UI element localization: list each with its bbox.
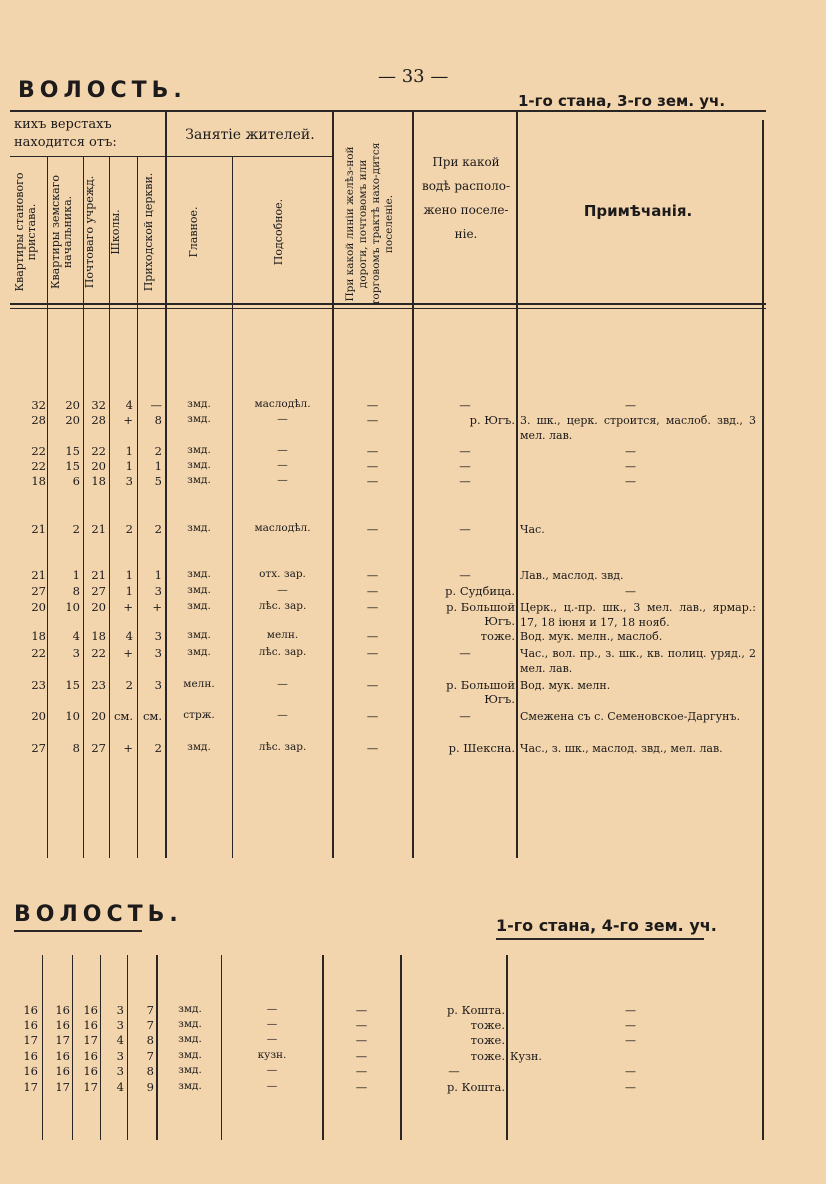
volost-heading-2: ВОЛОСТЬ.: [14, 902, 183, 927]
distance-cell: 20: [91, 600, 106, 614]
distance-cell: 23: [31, 678, 46, 692]
distance-cell: 28: [31, 413, 46, 427]
distance-cell: 1: [125, 568, 133, 582]
distance-cell: 20: [91, 709, 106, 723]
volost-underline-2: [14, 930, 142, 932]
distance-cell: 15: [65, 459, 80, 473]
distance-cell: 3: [72, 646, 80, 660]
distance-cell: 21: [31, 522, 46, 536]
header-top-rule: [10, 110, 766, 112]
occupation-group-header: Занятіе жителей.: [185, 127, 315, 143]
col-rule: [42, 955, 43, 1140]
distance-cell: 21: [91, 522, 106, 536]
col-rule: [109, 156, 110, 858]
distance-cell: 2: [125, 522, 133, 536]
main-occupation-cell: змд.: [187, 568, 211, 580]
water-cell: —: [459, 709, 471, 723]
distance-cell: 22: [91, 444, 106, 458]
water-cell: —: [448, 1064, 460, 1078]
distance-cell: 7: [146, 1049, 154, 1063]
water-cell: р. Большой Югъ.: [446, 600, 515, 628]
distance-cell: +: [123, 646, 133, 660]
railway-cell: —: [366, 646, 379, 660]
distance-cell: 6: [72, 474, 80, 488]
distance-cell: +: [123, 600, 133, 614]
distance-cell: 1: [72, 568, 80, 582]
distance-cell: 5: [154, 474, 162, 488]
distance-cell: 22: [91, 646, 106, 660]
water-cell: р. Судбица.: [445, 584, 515, 598]
aux-occupation-cell: мелн.: [266, 629, 299, 641]
distance-cell: 3: [116, 1064, 124, 1078]
water-cell: р. Югъ.: [469, 413, 515, 427]
distance-cell: 21: [31, 568, 46, 582]
distance-cell: см.: [142, 709, 162, 723]
railway-cell: —: [366, 741, 379, 755]
distance-cell: 20: [91, 459, 106, 473]
railway-cell: —: [366, 522, 379, 536]
distance-cell: 15: [65, 444, 80, 458]
distance-cell: 3: [116, 1003, 124, 1017]
main-occupation-cell: змд.: [187, 398, 211, 410]
aux-occupation-cell: —: [277, 474, 288, 486]
main-occupation-cell: змд.: [178, 1064, 202, 1076]
header-main-occupation: Главное.: [187, 206, 200, 258]
distance-cell: 4: [72, 629, 80, 643]
distance-cell: 1: [125, 459, 133, 473]
aux-occupation-cell: маслодѣл.: [254, 398, 311, 410]
distance-cell: 4: [125, 629, 133, 643]
distance-cell: 18: [91, 629, 106, 643]
note-cell: —: [625, 1081, 636, 1094]
distance-cell: 18: [91, 474, 106, 488]
aux-occupation-cell: —: [277, 678, 288, 690]
main-occupation-cell: змд.: [178, 1003, 202, 1015]
distance-cell: 17: [55, 1033, 70, 1047]
railway-cell: —: [366, 444, 379, 458]
water-cell: —: [459, 522, 471, 536]
main-occupation-cell: змд.: [187, 522, 211, 534]
distance-cell: 8: [72, 584, 80, 598]
distance-cell: 17: [23, 1080, 38, 1094]
railway-cell: —: [355, 1064, 368, 1078]
water-cell: тоже.: [470, 1033, 505, 1047]
water-cell: —: [459, 474, 471, 488]
distance-cell: 21: [91, 568, 106, 582]
distance-cell: 27: [31, 584, 46, 598]
col-rule: [72, 955, 73, 1140]
distance-cell: +: [152, 600, 162, 614]
note-cell: Час.: [520, 523, 545, 536]
aux-occupation-cell: —: [266, 1003, 278, 1015]
col-rule: [100, 955, 101, 1140]
note-cell: —: [625, 1019, 636, 1032]
distance-cell: 16: [55, 1049, 70, 1063]
distance-cell: 2: [154, 522, 162, 536]
distance-cell: 10: [65, 709, 80, 723]
note-cell: Смежена съ с. Семеновское-Даргунъ.: [520, 710, 740, 723]
distance-cell: 16: [23, 1003, 38, 1017]
header-notes: Примѣчанія.: [583, 202, 693, 220]
distance-cell: 16: [83, 1003, 98, 1017]
railway-cell: —: [366, 678, 379, 692]
distance-cell: 7: [146, 1003, 154, 1017]
distance-cell: 8: [154, 413, 162, 427]
distance-cell: 27: [31, 741, 46, 755]
stan-underline-2: [496, 938, 704, 940]
col-rule: [506, 955, 508, 1140]
aux-occupation-cell: —: [266, 1033, 278, 1045]
railway-cell: —: [366, 474, 379, 488]
main-occupation-cell: змд.: [187, 741, 211, 753]
main-occupation-cell: змд.: [187, 413, 211, 425]
water-cell: тоже.: [480, 629, 515, 643]
main-occupation-cell: змд.: [187, 444, 211, 456]
col-rule: [156, 955, 158, 1140]
railway-cell: —: [355, 1033, 368, 1047]
col-rule: [127, 955, 128, 1140]
aux-occupation-cell: —: [277, 709, 288, 721]
railway-cell: —: [366, 584, 379, 598]
note-cell: —: [625, 445, 636, 458]
water-cell: р. Шексна.: [448, 741, 515, 755]
main-occupation-cell: стрж.: [183, 709, 215, 721]
water-cell: тоже.: [470, 1018, 505, 1032]
railway-cell: —: [366, 600, 379, 614]
note-cell: —: [625, 1034, 636, 1047]
distance-cell: 28: [91, 413, 106, 427]
main-occupation-cell: змд.: [178, 1080, 202, 1092]
col-rule: [412, 112, 414, 858]
header-church: Приходской церкви.: [142, 172, 155, 292]
note-cell: 3. шк., церк. строится, маслоб. звд., 3 мел. лав.: [520, 414, 756, 442]
col-rule: [322, 955, 324, 1140]
header-stanovoy: Квартиры станового пристава.: [13, 172, 38, 292]
main-occupation-cell: мелн.: [183, 678, 215, 690]
water-cell: —: [459, 646, 471, 660]
distance-cell: 4: [116, 1080, 124, 1094]
col-rule: [232, 156, 233, 858]
col-rule: [332, 112, 334, 858]
header-aux-occupation: Подсобное.: [272, 198, 285, 266]
distance-cell: 1: [125, 444, 133, 458]
distance-cell: 20: [65, 413, 80, 427]
distance-cell: 3: [116, 1018, 124, 1032]
stan-label-2: 1-го стана, 4-го зем. уч.: [496, 916, 717, 935]
note-cell: —: [625, 1004, 636, 1017]
aux-occupation-cell: —: [277, 444, 288, 456]
distance-cell: 1: [154, 459, 162, 473]
distance-cell: 4: [116, 1033, 124, 1047]
distance-cell: 8: [72, 741, 80, 755]
header-water: При какой водѣ располо-жено поселе-ніе.: [421, 155, 511, 241]
aux-occupation-cell: лѣс. зар.: [258, 600, 307, 612]
distance-cell: 20: [31, 600, 46, 614]
water-cell: —: [459, 444, 471, 458]
col-rule: [400, 955, 402, 1140]
aux-occupation-cell: лѣс. зар.: [258, 741, 307, 753]
header-zemsky: Квартиры земскаго начальника.: [49, 174, 74, 290]
distance-cell: 3: [154, 629, 162, 643]
distance-cell: 3: [154, 646, 162, 660]
distance-cell: 18: [31, 629, 46, 643]
distance-cell: —: [150, 398, 162, 412]
distance-cell: 7: [146, 1018, 154, 1032]
railway-cell: —: [366, 398, 379, 412]
distance-cell: 32: [31, 398, 46, 412]
distance-cell: 8: [146, 1064, 154, 1078]
note-cell: —: [625, 399, 636, 412]
page-number: — 33 —: [378, 66, 449, 87]
distance-cell: 22: [31, 444, 46, 458]
main-occupation-cell: змд.: [187, 629, 211, 641]
main-occupation-cell: змд.: [187, 646, 211, 658]
railway-cell: —: [355, 1003, 368, 1017]
distance-cell: 17: [23, 1033, 38, 1047]
aux-occupation-cell: —: [277, 459, 288, 471]
distance-cell: 3: [154, 678, 162, 692]
water-cell: тоже.: [470, 1049, 505, 1063]
header-railway: При какой линіи желѣз-ной дороги, почтовомъ или торговомъ трактѣ нахо-дится поселеніе.: [344, 142, 395, 306]
distance-cell: 16: [55, 1064, 70, 1078]
note-cell: —: [625, 1065, 636, 1078]
distance-cell: 17: [83, 1080, 98, 1094]
distance-cell: 16: [55, 1018, 70, 1032]
distance-cell: 27: [91, 584, 106, 598]
distance-cell: 9: [146, 1080, 154, 1094]
distance-cell: 22: [31, 459, 46, 473]
distance-cell: 3: [154, 584, 162, 598]
distance-cell: 4: [125, 398, 133, 412]
distance-cell: +: [123, 413, 133, 427]
dist-group-rule: [10, 156, 165, 157]
railway-cell: —: [366, 709, 379, 723]
col-rule: [165, 112, 167, 858]
note-cell: —: [625, 475, 636, 488]
distance-cell: 17: [83, 1033, 98, 1047]
note-cell: Час., з. шк., маслод. звд., мел. лав.: [520, 742, 723, 755]
main-occupation-cell: змд.: [178, 1033, 202, 1045]
water-cell: —: [459, 398, 471, 412]
distance-cell: 10: [65, 600, 80, 614]
water-cell: р. Большой Югъ.: [446, 678, 515, 706]
note-cell: Лав., маслод. звд.: [520, 569, 624, 582]
distance-cell: 20: [65, 398, 80, 412]
note-cell: Церк., ц.-пр. шк., 3 мел. лав., ярмар.: 17, 18 іюня и 17, 18 нояб.: [520, 601, 756, 629]
col-rule: [47, 156, 48, 858]
distance-cell: 16: [83, 1049, 98, 1063]
main-occupation-cell: змд.: [187, 584, 211, 596]
railway-cell: —: [366, 568, 379, 582]
note-cell: Кузн.: [510, 1050, 542, 1063]
main-occupation-cell: змд.: [178, 1018, 202, 1030]
water-cell: р. Кошта.: [446, 1003, 505, 1017]
note-cell: —: [625, 585, 636, 598]
aux-occupation-cell: кузн.: [257, 1049, 287, 1061]
distance-cell: 3: [125, 474, 133, 488]
note-cell: Вод. мук. мелн.: [520, 679, 611, 692]
aux-occupation-cell: —: [277, 584, 288, 596]
note-cell: Вод. мук. мелн., маслоб.: [520, 630, 663, 643]
distance-group-header: кихъ верстахъ находится отъ:: [14, 117, 117, 150]
distance-cell: 16: [23, 1049, 38, 1063]
railway-cell: —: [366, 413, 379, 427]
distance-cell: 1: [125, 584, 133, 598]
water-cell: —: [459, 568, 471, 582]
distance-cell: 16: [55, 1003, 70, 1017]
col-rule: [83, 156, 84, 858]
distance-cell: 3: [116, 1049, 124, 1063]
distance-cell: 1: [154, 568, 162, 582]
distance-cell: 32: [91, 398, 106, 412]
aux-occupation-cell: —: [266, 1080, 278, 1092]
aux-occupation-cell: лѣс. зар.: [258, 646, 307, 658]
distance-cell: 27: [91, 741, 106, 755]
railway-cell: —: [355, 1080, 368, 1094]
aux-occupation-cell: маслодѣл.: [254, 522, 311, 534]
main-occupation-cell: змд.: [187, 459, 211, 471]
railway-cell: —: [366, 459, 379, 473]
water-cell: —: [459, 459, 471, 473]
main-occupation-cell: змд.: [178, 1049, 202, 1061]
stan-label-1: 1-го стана, 3-го зем. уч.: [518, 92, 726, 110]
distance-cell: 17: [55, 1080, 70, 1094]
col-rule: [221, 955, 222, 1140]
distance-cell: 15: [65, 678, 80, 692]
distance-cell: 2: [154, 741, 162, 755]
railway-cell: —: [355, 1049, 368, 1063]
occ-group-rule: [165, 156, 332, 157]
distance-cell: +: [123, 741, 133, 755]
aux-occupation-cell: отх. зар.: [259, 568, 306, 580]
note-cell: —: [625, 460, 636, 473]
distance-cell: 22: [31, 646, 46, 660]
distance-cell: 20: [31, 709, 46, 723]
distance-cell: см.: [113, 709, 133, 723]
aux-occupation-cell: —: [266, 1064, 278, 1076]
main-occupation-cell: змд.: [187, 474, 211, 486]
aux-occupation-cell: —: [277, 413, 288, 425]
railway-cell: —: [366, 629, 379, 643]
header-school: Школы.: [109, 209, 122, 255]
header-post: Почтоваго учрежд.: [83, 175, 96, 289]
distance-cell: 16: [23, 1064, 38, 1078]
distance-cell: 16: [23, 1018, 38, 1032]
main-occupation-cell: змд.: [187, 600, 211, 612]
col-rule: [516, 112, 518, 858]
distance-cell: 8: [146, 1033, 154, 1047]
distance-cell: 2: [72, 522, 80, 536]
col-rule: [762, 120, 764, 1140]
volost-heading-1: ВОЛОСТЬ.: [18, 78, 187, 103]
aux-occupation-cell: —: [266, 1018, 278, 1030]
distance-cell: 16: [83, 1018, 98, 1032]
distance-cell: 18: [31, 474, 46, 488]
distance-cell: 2: [154, 444, 162, 458]
distance-cell: 2: [125, 678, 133, 692]
railway-cell: —: [355, 1018, 368, 1032]
col-rule: [137, 156, 138, 858]
distance-cell: 16: [83, 1064, 98, 1078]
distance-cell: 23: [91, 678, 106, 692]
note-cell: Час., вол. пр., з. шк., кв. полиц. уряд., 2 мел. лав.: [520, 647, 756, 675]
water-cell: р. Кошта.: [446, 1080, 505, 1094]
